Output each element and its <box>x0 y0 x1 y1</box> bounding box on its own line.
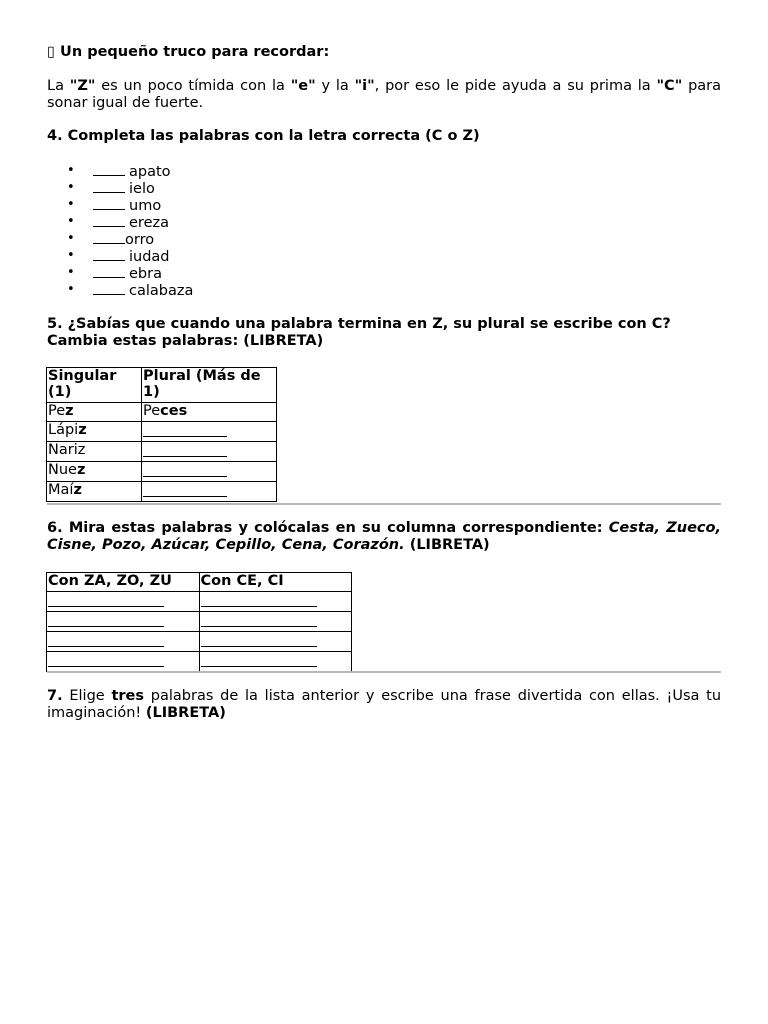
word-stem: Nue <box>48 462 77 478</box>
exercise-4-title-text: 4. Completa las palabras con la letra correcta (C o Z) <box>47 128 480 144</box>
answer-line[interactable] <box>201 592 317 607</box>
section-divider <box>47 503 721 505</box>
tip-text: , por eso le pide ayuda a su prima la <box>374 78 657 94</box>
answer-line[interactable] <box>201 632 317 647</box>
list-item <box>47 264 193 281</box>
word-fragment: orro <box>125 232 155 248</box>
exercise-4-title <box>47 128 721 145</box>
sort-table <box>46 572 352 672</box>
word-fragment: umo <box>129 198 162 214</box>
singular-cell <box>47 462 142 482</box>
table-row <box>47 442 277 462</box>
fill-blank[interactable] <box>93 247 125 261</box>
answer-cell[interactable] <box>47 652 200 672</box>
list-item <box>47 162 193 179</box>
answer-line[interactable] <box>48 632 164 647</box>
fill-blank[interactable] <box>93 196 125 210</box>
plural-cell <box>142 403 277 422</box>
tip-icon: ▯ <box>47 44 55 60</box>
tip-text: y la <box>315 78 355 94</box>
list-item <box>47 179 193 196</box>
word-ending: z <box>73 482 82 498</box>
exercise-7-text-part: Elige <box>62 688 112 704</box>
list-item <box>47 196 193 213</box>
word-stem: Nariz <box>48 442 86 458</box>
singular-cell <box>47 482 142 502</box>
table-row <box>47 632 352 652</box>
answer-line[interactable] <box>143 422 227 437</box>
exercise-6-title <box>47 520 721 554</box>
singular-cell <box>47 403 142 422</box>
tip-heading <box>47 44 721 61</box>
exercise-7-text <box>47 688 721 722</box>
header-ce-ci <box>199 573 352 592</box>
word-fragment: calabaza <box>129 283 194 299</box>
tip-title: Un pequeño truco para recordar: <box>60 44 330 60</box>
answer-line[interactable] <box>201 612 317 627</box>
exercise-6-lead: 6. Mira estas palabras y colócalas en su columna correspondiente: <box>47 520 609 536</box>
table-header-row <box>47 573 352 592</box>
tip-letter-e: "e" <box>290 78 316 94</box>
plural-stem: Pe <box>143 403 161 419</box>
table-row <box>47 462 277 482</box>
fill-blank[interactable] <box>93 281 125 295</box>
header-singular-text: Singular (1) <box>48 368 117 400</box>
header-za-zo-zu-text: Con ZA, ZO, ZU <box>48 573 172 589</box>
list-item <box>47 230 193 247</box>
answer-cell[interactable] <box>47 632 200 652</box>
exercise-6-tail: (LIBRETA) <box>404 537 490 553</box>
tip-letter-z: "Z" <box>69 78 96 94</box>
tip-text: es un poco tímida con la <box>95 78 291 94</box>
exercise-7-number: 7. <box>47 688 63 704</box>
word-fragment: ielo <box>129 181 155 197</box>
plural-cell[interactable] <box>142 482 277 502</box>
fill-blank[interactable] <box>93 264 125 278</box>
exercise-7-text-part: palabras de la lista anterior y escribe una frase divertida con ellas. ¡Usa tu imaginación! <box>47 688 722 721</box>
answer-cell[interactable] <box>199 632 352 652</box>
word-stem: Maí <box>48 482 74 498</box>
word-ending: z <box>65 403 74 419</box>
word-ending: z <box>76 462 86 478</box>
section-divider <box>47 671 721 673</box>
table-header-row <box>47 368 277 403</box>
table-row <box>47 422 277 442</box>
list-item <box>47 213 193 230</box>
word-fragment: apato <box>129 164 171 180</box>
plural-cell[interactable] <box>142 422 277 442</box>
exercise-7-tag: (LIBRETA) <box>145 705 226 721</box>
exercise-5-title-line2: Cambia estas palabras: (LIBRETA) <box>47 333 324 349</box>
fill-blank[interactable] <box>93 162 125 176</box>
answer-line[interactable] <box>143 442 227 457</box>
table-row <box>47 612 352 632</box>
word-stem: Pe <box>48 403 66 419</box>
answer-cell[interactable] <box>199 652 352 672</box>
tip-letter-c: "C" <box>656 78 683 94</box>
word-fragment: iudad <box>129 249 170 265</box>
plural-cell[interactable] <box>142 442 277 462</box>
exercise-6-words: Cesta, Zueco, Cisne, Pozo, Azúcar, Cepillo, Cena, Corazón. <box>47 520 722 553</box>
list-item <box>47 247 193 264</box>
word-fragment: ereza <box>129 215 169 231</box>
tip-paragraph <box>47 78 721 112</box>
answer-cell[interactable] <box>47 612 200 632</box>
tip-text: La <box>47 78 70 94</box>
word-stem: Lápi <box>48 422 79 438</box>
answer-line[interactable] <box>48 592 164 607</box>
fill-blank[interactable] <box>93 230 125 244</box>
table-row <box>47 652 352 672</box>
exercise-5-title-line1: 5. ¿Sabías que cuando una palabra termina en Z, su plural se escribe con C? <box>47 316 671 332</box>
table-row <box>47 482 277 502</box>
fill-blank[interactable] <box>93 179 125 193</box>
exercise-7-emphasis: tres <box>111 688 145 704</box>
tip-text: para sonar igual de fuerte. <box>47 78 722 111</box>
header-singular <box>47 368 142 403</box>
header-plural <box>142 368 277 403</box>
list-item <box>47 281 193 298</box>
plural-table <box>46 367 277 502</box>
answer-cell[interactable] <box>47 592 200 612</box>
exercise-4-list <box>47 162 193 298</box>
answer-line[interactable] <box>143 482 227 497</box>
header-za-zo-zu <box>47 573 200 592</box>
table-row <box>47 592 352 612</box>
singular-cell <box>47 422 142 442</box>
singular-cell <box>47 442 142 462</box>
answer-line[interactable] <box>48 612 164 627</box>
word-ending: z <box>78 422 87 438</box>
header-plural-text: Plural (Más de 1) <box>143 368 261 400</box>
answer-cell[interactable] <box>199 592 352 612</box>
plural-cell[interactable] <box>142 462 277 482</box>
fill-blank[interactable] <box>93 213 125 227</box>
header-ce-ci-text: Con CE, CI <box>200 573 284 589</box>
tip-letter-i: "i" <box>354 78 375 94</box>
exercise-5-title <box>47 316 721 350</box>
answer-line[interactable] <box>201 652 317 667</box>
table-row <box>47 403 277 422</box>
answer-cell[interactable] <box>199 612 352 632</box>
plural-ending: ces <box>160 403 188 419</box>
answer-line[interactable] <box>143 462 227 477</box>
word-fragment: ebra <box>129 266 162 282</box>
answer-line[interactable] <box>48 652 164 667</box>
